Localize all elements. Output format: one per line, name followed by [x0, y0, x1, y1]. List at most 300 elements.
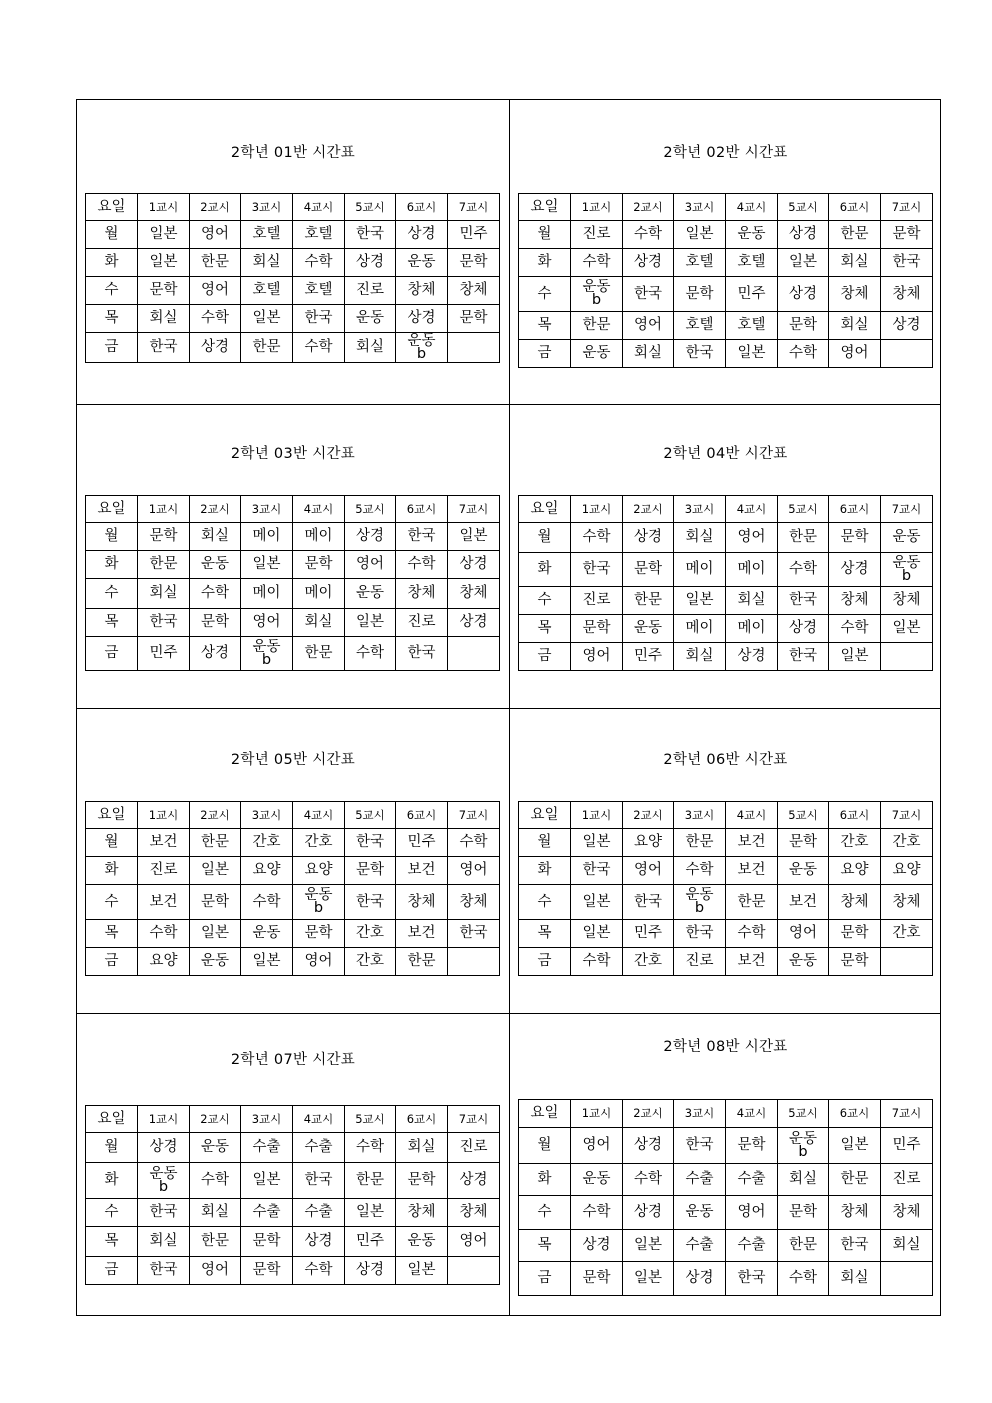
timetable-table [518, 1099, 933, 1296]
timetable-table [85, 495, 500, 671]
day-label: 수 [519, 277, 571, 312]
subject-cell: 수학 [623, 1164, 674, 1196]
day-label: 월 [519, 829, 571, 857]
subject-cell: 한문 [190, 1227, 241, 1257]
class-timetable [77, 405, 509, 708]
period-header: 2교시 [623, 802, 674, 829]
subject-cell: 영어 [623, 857, 674, 885]
subject-cell: 일본 [881, 615, 933, 643]
subject-cell: 창체 [829, 277, 881, 312]
table-row [86, 1227, 500, 1257]
subject-cell: 상경 [674, 1262, 726, 1296]
day-header: 요일 [86, 194, 138, 221]
period-header: 3교시 [674, 496, 726, 523]
table-row [86, 1133, 500, 1163]
subject-cell: 운동 [674, 1196, 726, 1230]
subject-cell: 간호 [345, 920, 396, 948]
subject-cell: 문학 [293, 920, 345, 948]
subject-cell: 요양 [241, 857, 293, 885]
timetable-title: 2학년 07반 시간표 [230, 1052, 356, 1068]
subject-cell: 운동 [345, 305, 396, 333]
subject-cell: 문학 [778, 829, 829, 857]
subject-cell: 창체 [396, 885, 448, 920]
day-label: 금 [86, 1257, 138, 1285]
day-label: 화 [86, 1163, 138, 1199]
table-row [519, 885, 933, 920]
period-header: 5교시 [345, 1106, 396, 1133]
day-label: 월 [519, 523, 571, 553]
subject-cell: 영어 [241, 609, 293, 637]
subject-cell: 진로 [571, 221, 623, 249]
subject-cell: 문학 [778, 1196, 829, 1230]
subject-cell: 일본 [241, 551, 293, 579]
day-label: 수 [519, 1196, 571, 1230]
subject-suffix: b [313, 900, 324, 916]
subject-cell [293, 885, 345, 920]
subject-cell: 창체 [396, 579, 448, 609]
subject-cell: 회실 [293, 609, 345, 637]
subject-cell: 회실 [345, 333, 396, 363]
subject-cell: 한국 [396, 637, 448, 671]
subject-cell: 한국 [674, 340, 726, 368]
period-header: 2교시 [623, 1100, 674, 1128]
table-row [86, 333, 500, 363]
subject-cell: 보건 [396, 920, 448, 948]
subject-cell: 운동 [623, 615, 674, 643]
subject-cell: 메이 [726, 553, 778, 587]
table-row [519, 1128, 933, 1164]
subject-cell: 보건 [726, 948, 778, 976]
subject-cell: 민주 [448, 221, 500, 249]
header-row [86, 496, 500, 523]
subject-cell: 영어 [571, 1128, 623, 1164]
subject-cell: 수학 [345, 637, 396, 671]
day-label: 목 [519, 615, 571, 643]
period-header: 1교시 [138, 802, 190, 829]
subject-cell: 영어 [571, 643, 623, 671]
day-header: 요일 [86, 1106, 138, 1133]
subject-cell: 수학 [726, 920, 778, 948]
period-header: 3교시 [241, 1106, 293, 1133]
table-row [519, 277, 933, 312]
subject-cell: 간호 [241, 829, 293, 857]
subject-cell: 진로 [448, 1133, 500, 1163]
subject-cell: 한문 [829, 1164, 881, 1196]
timetable-table [85, 1105, 500, 1285]
table-row [519, 523, 933, 553]
timetable-table [518, 193, 933, 368]
subject-cell: 회실 [190, 523, 241, 551]
subject-suffix: b [798, 1143, 808, 1160]
subject-cell: 간호 [293, 829, 345, 857]
subject-cell: 요양 [881, 857, 933, 885]
subject-cell [881, 1262, 933, 1296]
subject-cell: 수학 [674, 857, 726, 885]
subject-cell: 창체 [829, 587, 881, 615]
subject-cell: 창체 [829, 885, 881, 920]
subject-cell: 상경 [778, 221, 829, 249]
day-label: 화 [519, 553, 571, 587]
subject-cell: 한국 [726, 1262, 778, 1296]
subject-cell: 운동 [881, 523, 933, 553]
subject-cell: 한국 [829, 1230, 881, 1262]
period-header: 3교시 [241, 194, 293, 221]
table-row [519, 857, 933, 885]
period-header: 4교시 [726, 1100, 778, 1128]
period-header: 6교시 [396, 496, 448, 523]
subject-cell: 문학 [345, 857, 396, 885]
day-label: 금 [86, 948, 138, 976]
subject-cell: 간호 [829, 829, 881, 857]
subject-cell: 간호 [881, 920, 933, 948]
subject-cell: 일본 [726, 340, 778, 368]
subject-cell: 수출 [726, 1230, 778, 1262]
day-label: 목 [86, 920, 138, 948]
subject-cell: 한국 [674, 1128, 726, 1164]
subject-cell: 운동 [571, 340, 623, 368]
day-label: 금 [86, 333, 138, 363]
subject-cell: 상경 [448, 609, 500, 637]
day-label: 금 [519, 1262, 571, 1296]
day-label: 화 [86, 551, 138, 579]
subject-cell: 수출 [674, 1230, 726, 1262]
period-header: 2교시 [623, 496, 674, 523]
subject-cell: 일본 [396, 1257, 448, 1285]
subject-cell: 수학 [571, 948, 623, 976]
subject-cell: 일본 [571, 920, 623, 948]
day-label: 화 [86, 249, 138, 277]
table-row [519, 920, 933, 948]
period-header: 1교시 [571, 1100, 623, 1128]
subject-cell: 진로 [881, 1164, 933, 1196]
subject-cell: 창체 [881, 587, 933, 615]
subject-cell: 간호 [881, 829, 933, 857]
subject-cell: 창체 [448, 277, 500, 305]
day-label: 수 [86, 579, 138, 609]
subject-main: 운동 [407, 332, 436, 349]
subject-cell: 문학 [138, 523, 190, 551]
subject-cell: 진로 [345, 277, 396, 305]
subject-cell: 메이 [241, 579, 293, 609]
subject-cell: 한문 [190, 829, 241, 857]
subject-cell: 문학 [293, 551, 345, 579]
subject-cell [241, 637, 293, 671]
subject-cell: 회실 [138, 305, 190, 333]
period-header: 4교시 [726, 496, 778, 523]
subject-cell: 한문 [345, 1163, 396, 1199]
period-header: 2교시 [190, 1106, 241, 1133]
subject-cell: 회실 [778, 1164, 829, 1196]
subject-cell: 상경 [345, 1257, 396, 1285]
table-row [519, 1230, 933, 1262]
class-timetable [77, 1014, 509, 1317]
table-row [86, 829, 500, 857]
day-label: 수 [519, 587, 571, 615]
subject-cell: 수학 [571, 1196, 623, 1230]
subject-cell: 일본 [241, 948, 293, 976]
table-row [86, 277, 500, 305]
subject-cell: 일본 [623, 1262, 674, 1296]
subject-cell: 수학 [138, 920, 190, 948]
subject-cell: 상경 [778, 615, 829, 643]
subject-suffix: b [158, 1178, 169, 1195]
subject-cell: 수학 [293, 333, 345, 363]
subject-cell: 일본 [345, 1199, 396, 1227]
day-label: 수 [86, 885, 138, 920]
subject-cell: 한국 [571, 553, 623, 587]
subject-cell: 운동 [778, 948, 829, 976]
subject-cell: 호텔 [241, 277, 293, 305]
timetable-sheet [76, 99, 941, 1316]
subject-cell: 일본 [674, 587, 726, 615]
subject-cell: 메이 [241, 523, 293, 551]
subject-cell: 운동 [396, 249, 448, 277]
subject-cell: 영어 [448, 1227, 500, 1257]
subject-cell: 창체 [448, 885, 500, 920]
subject-cell: 민주 [138, 637, 190, 671]
subject-main: 운동 [582, 279, 611, 295]
subject-cell: 일본 [190, 920, 241, 948]
subject-cell: 수출 [293, 1133, 345, 1163]
period-header: 5교시 [345, 194, 396, 221]
period-header: 7교시 [448, 802, 500, 829]
subject-cell: 일본 [190, 857, 241, 885]
subject-suffix: b [261, 651, 272, 668]
table-row [86, 609, 500, 637]
subject-cell: 수학 [190, 1163, 241, 1199]
day-label: 월 [519, 221, 571, 249]
subject-cell: 한문 [623, 587, 674, 615]
subject-cell: 보건 [778, 885, 829, 920]
day-label: 수 [86, 1199, 138, 1227]
period-header: 7교시 [448, 1106, 500, 1133]
subject-cell: 영어 [623, 312, 674, 340]
day-label: 목 [86, 1227, 138, 1257]
subject-cell: 보건 [726, 829, 778, 857]
subject-cell: 창체 [881, 885, 933, 920]
table-row [519, 340, 933, 368]
subject-cell: 회실 [674, 523, 726, 553]
period-header: 7교시 [448, 194, 500, 221]
subject-cell: 운동 [190, 948, 241, 976]
subject-main: 운동 [892, 554, 921, 571]
subject-cell: 한국 [138, 333, 190, 363]
subject-cell: 진로 [396, 609, 448, 637]
table-row [519, 829, 933, 857]
subject-cell: 일본 [138, 221, 190, 249]
subject-cell [448, 333, 500, 363]
table-row [86, 1199, 500, 1227]
subject-cell: 한문 [241, 333, 293, 363]
subject-suffix: b [694, 900, 705, 916]
subject-cell: 수학 [778, 553, 829, 587]
period-header: 5교시 [778, 1100, 829, 1128]
table-row [519, 553, 933, 587]
period-header: 4교시 [293, 496, 345, 523]
day-label: 화 [519, 857, 571, 885]
subject-cell: 상경 [623, 1128, 674, 1164]
class-timetable [77, 100, 509, 404]
day-label: 월 [86, 829, 138, 857]
subject-cell: 운동 [345, 579, 396, 609]
subject-cell: 호텔 [674, 249, 726, 277]
subject-cell: 일본 [674, 221, 726, 249]
subject-cell: 수학 [448, 829, 500, 857]
subject-cell: 요양 [293, 857, 345, 885]
subject-cell: 회실 [829, 312, 881, 340]
period-header: 1교시 [571, 496, 623, 523]
table-row [519, 249, 933, 277]
subject-cell: 한국 [345, 885, 396, 920]
subject-cell: 호텔 [241, 221, 293, 249]
day-label: 금 [519, 948, 571, 976]
subject-cell: 한국 [345, 221, 396, 249]
period-header: 2교시 [190, 496, 241, 523]
period-header: 3교시 [674, 194, 726, 221]
subject-cell: 문학 [571, 615, 623, 643]
subject-cell: 수학 [293, 249, 345, 277]
class-timetable [510, 1014, 941, 1317]
subject-cell: 한국 [138, 609, 190, 637]
subject-cell: 수학 [190, 579, 241, 609]
subject-cell: 수출 [241, 1199, 293, 1227]
subject-cell: 한국 [778, 643, 829, 671]
subject-cell: 호텔 [726, 249, 778, 277]
subject-cell: 메이 [726, 615, 778, 643]
subject-cell: 진로 [138, 857, 190, 885]
period-header: 1교시 [138, 496, 190, 523]
subject-cell: 민주 [396, 829, 448, 857]
period-header: 6교시 [396, 802, 448, 829]
timetable-title: 2학년 01반 시간표 [230, 145, 356, 161]
subject-cell: 창체 [448, 579, 500, 609]
subject-cell [881, 643, 933, 671]
subject-cell [881, 948, 933, 976]
subject-cell: 문학 [829, 948, 881, 976]
period-header: 5교시 [345, 496, 396, 523]
subject-cell: 상경 [623, 523, 674, 553]
subject-cell: 상경 [448, 1163, 500, 1199]
subject-cell: 메이 [674, 553, 726, 587]
subject-cell: 한문 [571, 312, 623, 340]
timetable-title: 2학년 02반 시간표 [663, 145, 788, 161]
subject-cell: 회실 [623, 340, 674, 368]
day-label: 목 [86, 305, 138, 333]
subject-cell: 문학 [396, 1163, 448, 1199]
period-header: 2교시 [623, 194, 674, 221]
table-row [519, 221, 933, 249]
subject-cell [138, 1163, 190, 1199]
period-header: 2교시 [190, 802, 241, 829]
subject-cell: 문학 [190, 885, 241, 920]
subject-cell: 창체 [881, 277, 933, 312]
subject-cell: 한국 [293, 1163, 345, 1199]
day-label: 수 [86, 277, 138, 305]
subject-cell: 한국 [293, 305, 345, 333]
subject-cell: 상경 [345, 523, 396, 551]
subject-cell: 문학 [241, 1257, 293, 1285]
subject-cell: 상경 [138, 1133, 190, 1163]
timetable-table [518, 495, 933, 671]
subject-cell: 상경 [881, 312, 933, 340]
subject-cell: 창체 [881, 1196, 933, 1230]
subject-cell: 운동 [726, 221, 778, 249]
timetable-table [85, 801, 500, 976]
subject-cell: 문학 [829, 523, 881, 553]
header-row [86, 1106, 500, 1133]
subject-cell: 문학 [241, 1227, 293, 1257]
subject-cell: 민주 [623, 920, 674, 948]
subject-cell: 상경 [293, 1227, 345, 1257]
header-row [86, 802, 500, 829]
table-row [519, 587, 933, 615]
subject-cell: 문학 [881, 221, 933, 249]
subject-cell: 한문 [138, 551, 190, 579]
subject-cell: 운동 [190, 551, 241, 579]
subject-cell: 수학 [778, 1262, 829, 1296]
period-header: 5교시 [778, 802, 829, 829]
day-label: 금 [519, 643, 571, 671]
subject-cell: 상경 [448, 551, 500, 579]
subject-cell: 회실 [829, 249, 881, 277]
subject-cell: 보건 [726, 857, 778, 885]
timetable-table [518, 801, 933, 976]
subject-cell: 한문 [293, 637, 345, 671]
subject-cell [571, 277, 623, 312]
subject-cell: 회실 [726, 587, 778, 615]
subject-cell: 한문 [190, 249, 241, 277]
subject-cell: 수학 [571, 523, 623, 553]
subject-cell: 문학 [448, 305, 500, 333]
day-label: 금 [519, 340, 571, 368]
subject-cell [778, 1128, 829, 1164]
subject-cell: 창체 [396, 1199, 448, 1227]
table-row [519, 1196, 933, 1230]
subject-cell: 수출 [241, 1133, 293, 1163]
subject-cell: 수학 [241, 885, 293, 920]
table-row [86, 579, 500, 609]
subject-cell: 영어 [778, 920, 829, 948]
subject-suffix: b [416, 345, 427, 362]
day-header: 요일 [86, 496, 138, 523]
subject-cell: 회실 [674, 643, 726, 671]
table-row [86, 637, 500, 671]
subject-cell: 운동 [190, 1133, 241, 1163]
subject-cell: 문학 [138, 277, 190, 305]
period-header: 3교시 [674, 1100, 726, 1128]
subject-cell: 수학 [778, 340, 829, 368]
subject-cell: 한국 [396, 523, 448, 551]
subject-cell: 회실 [829, 1262, 881, 1296]
table-row [86, 885, 500, 920]
subject-cell: 메이 [674, 615, 726, 643]
subject-cell: 일본 [138, 249, 190, 277]
subject-cell: 일본 [345, 609, 396, 637]
subject-cell: 수학 [396, 551, 448, 579]
subject-cell: 한문 [778, 1230, 829, 1262]
period-header: 4교시 [726, 802, 778, 829]
day-label: 화 [86, 857, 138, 885]
timetable-title: 2학년 03반 시간표 [230, 446, 356, 462]
subject-cell: 문학 [674, 277, 726, 312]
subject-suffix: b [591, 292, 602, 308]
subject-cell: 일본 [241, 305, 293, 333]
subject-cell: 영어 [345, 551, 396, 579]
timetable-table [85, 193, 500, 363]
header-row [519, 496, 933, 523]
subject-cell [881, 340, 933, 368]
day-label: 목 [519, 920, 571, 948]
